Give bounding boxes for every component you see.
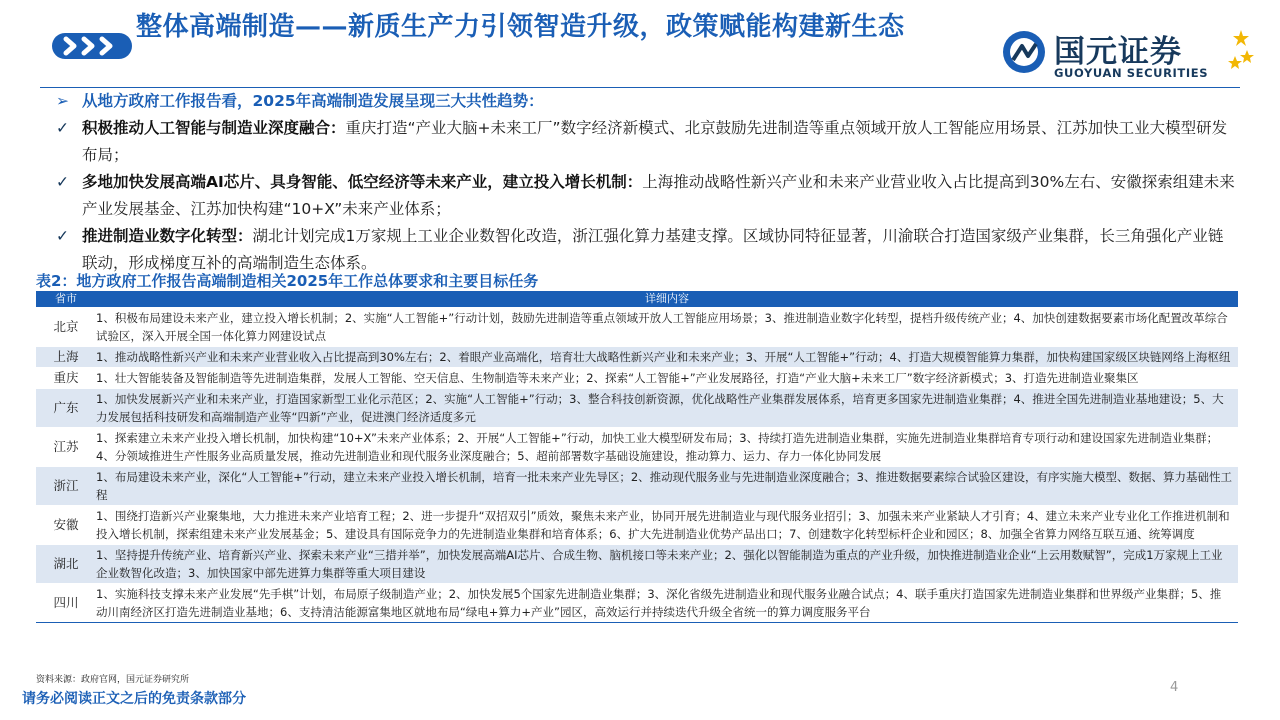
detail-cell: 1、加快发展新兴产业和未来产业，打造国家新型工业化示范区；2、实施“人工智能+”行动；3、整合科技创新资源，优化战略性产业集群发展体系，培育更多国家先进制造业集群；4、推进全国先进制造业基地建设；5、大力发展包括科技研发和高端制造产业等“四新”产业，促进澳门经济适度多元: [96, 392, 1224, 424]
summary-intro-text: 从地方政府工作报告看，2025年高端制造发展呈现三大共性趋势：: [82, 92, 544, 110]
detail-cell: 1、坚持提升传统产业、培育新兴产业、探索未来产业“三措并举”，加快发展高端AI芯片、合成生物、脑机接口等未来产业；2、强化以智能制造为重点的产业升级，加快推进制造业企业“上云用数赋智”，完成1万家规上工业企业数智化改造；3、加快国家中部先进算力集群等重大项目建设: [96, 548, 1223, 580]
detail-cell: 1、实施科技支撑未来产业发展“先手棋”计划，布局原子级制造产业；2、加快发展5个国家先进制造业集群；3、深化省级先进制造业和现代服务业融合试点；4、联手重庆打造国家先进制造业集群和世界级产业集群；5、推动川南经济区打造先进制造业基地；6、支持清洁能源富集地区就地布局“绿电+算力+产业”园区，高效运行并持续迭代升级全省统一的算力调度服务平台: [96, 587, 1222, 619]
table-row: [36, 307, 1238, 346]
table-row: [36, 505, 1238, 544]
point-body: 上海推动战略性新兴产业和未来产业营业收入占比提高到30%左右、安徽探索组建未来产业发展基金、江苏加快构建“10+X”未来产业体系；: [82, 173, 1235, 218]
province-cell: 重庆: [53, 370, 79, 385]
table-row: [36, 367, 1238, 388]
page-title: 整体高端制造——新质生产力引领智造升级，政策赋能构建新生态: [136, 12, 905, 42]
province-cell: 上海: [53, 349, 79, 364]
header-province: 省市: [55, 292, 77, 305]
detail-cell: 1、壮大智能装备及智能制造等先进制造集群，发展人工智能、空天信息、生物制造等未来产业；2、探索“人工智能+”产业发展路径，打造“产业大脑+未来工厂”数字经济新模式；3、打造先进制造业聚集区: [96, 371, 1139, 385]
point-heading: 推进制造业数字化转型：: [82, 227, 253, 245]
policy-table: [36, 291, 1238, 623]
detail-cell: 1、探索建立未来产业投入增长机制，加快构建“10+X”未来产业体系；2、开展“人工智能+”行动，加快工业大模型研发布局；3、持续打造先进制造业集群，实施先进制造业集群培育专项行动和建设国家先进制造业集群；4、分领域推进生产性服务业高质量发展，推动先进制造业和现代服务业深度融合；5、超前部署数字基础设施建设，推动算力、运力、存力一体化协同发展: [96, 431, 1219, 463]
summary-point: [56, 223, 1236, 277]
province-cell: 江苏: [53, 439, 79, 454]
detail-cell: 1、围绕打造新兴产业聚集地，大力推进未来产业培育工程；2、进一步提升“双招双引”质效，聚焦未来产业，协同开展先进制造业与现代服务业招引；3、加强未来产业紧缺人才引育；4、建立未来产业专业化工作推进机制和投入增长机制，探索组建未来产业发展基金；5、建设具有国际竞争力的先进制造业集群和培育体系；6、扩大先进制造业优势产品出口；7、创建数字化转型标杆企业和园区；8、加强全省算力网络互联互通、统筹调度: [96, 509, 1230, 541]
page-number: 4: [1170, 680, 1179, 695]
province-cell: 浙江: [53, 478, 79, 493]
source-note: 资料来源：政府官网，国元证券研究所: [36, 675, 190, 685]
logo-mark-icon: [1000, 26, 1052, 78]
province-cell: 四川: [53, 595, 79, 610]
point-body: 湖北计划完成1万家规上工业企业数智化改造，浙江强化算力基建支撑。区域协同特征显著，川渝联合打造国家级产业集群，长三角强化产业链联动，形成梯度互补的高端制造生态体系。: [82, 227, 1224, 272]
province-cell: 安徽: [53, 517, 79, 532]
disclaimer-text: 请务必阅读正文之后的免责条款部分: [22, 691, 246, 707]
check-bullet-icon: ✓: [56, 173, 69, 191]
summary-intro: [56, 88, 1236, 115]
province-cell: 广东: [53, 400, 79, 415]
point-body: 重庆打造“产业大脑+未来工厂”数字经济新模式、北京鼓励先进制造等重点领域开放人工智能应用场景、江苏加快工业大模型研发布局；: [82, 119, 1228, 164]
table-row: [36, 388, 1238, 427]
table-row: [36, 466, 1238, 505]
check-bullet-icon: ✓: [56, 119, 69, 137]
point-heading: 多地加快发展高端AI芯片、具身智能、低空经济等未来产业，建立投入增长机制：: [82, 173, 643, 191]
page-title-area: [136, 10, 996, 82]
table-row: [36, 346, 1238, 367]
table-row: [36, 583, 1238, 622]
table-row: [36, 427, 1238, 466]
summary-section: [56, 88, 1236, 277]
logo-stars-icon: [1228, 30, 1254, 74]
table-title: 表2：地方政府工作报告高端制造相关2025年工作总体要求和主要目标任务: [36, 272, 539, 290]
header-detail: 详细内容: [645, 292, 689, 305]
province-cell: 北京: [53, 319, 79, 334]
logo-english-name: GUOYUAN SECURITIES: [1054, 66, 1209, 80]
province-cell: 湖北: [53, 556, 79, 571]
detail-cell: 1、推动战略性新兴产业和未来产业营业收入占比提高到30%左右；2、着眼产业高端化，培育壮大战略性新兴产业和未来产业；3、开展“人工智能+”行动；4、打造大规模智能算力集群，加快构建国家级区块链网络上海枢纽: [96, 350, 1231, 364]
check-bullet-icon: ✓: [56, 227, 69, 245]
point-heading: 积极推动人工智能与制造业深度融合：: [82, 119, 346, 137]
chevron-arrows-icon: [52, 33, 132, 59]
logo-name: 国元证券: [1054, 34, 1182, 70]
arrow-bullet-icon: ➢: [56, 92, 69, 110]
table-header: [36, 291, 1238, 307]
detail-cell: 1、布局建设未来产业，深化“人工智能+”行动，建立未来产业投入增长机制，培育一批未来产业先导区；2、推动现代服务业与先进制造业深度融合；3、推进数据要素综合试验区建设，有序实施大模型、数据、算力基础性工程: [96, 470, 1232, 502]
summary-point: [56, 169, 1236, 223]
detail-cell: 1、积极布局建设未来产业，建立投入增长机制；2、实施“人工智能+”行动计划，鼓励先进制造等重点领域开放人工智能应用场景；3、推进制造业数字化转型，提档升级传统产业；4、加快创建数据要素市场化配置改革综合试验区，深入开展全国一体化算力网建设试点: [96, 311, 1228, 343]
summary-point: [56, 115, 1236, 169]
company-logo: [1000, 24, 1260, 84]
table-row: [36, 544, 1238, 583]
